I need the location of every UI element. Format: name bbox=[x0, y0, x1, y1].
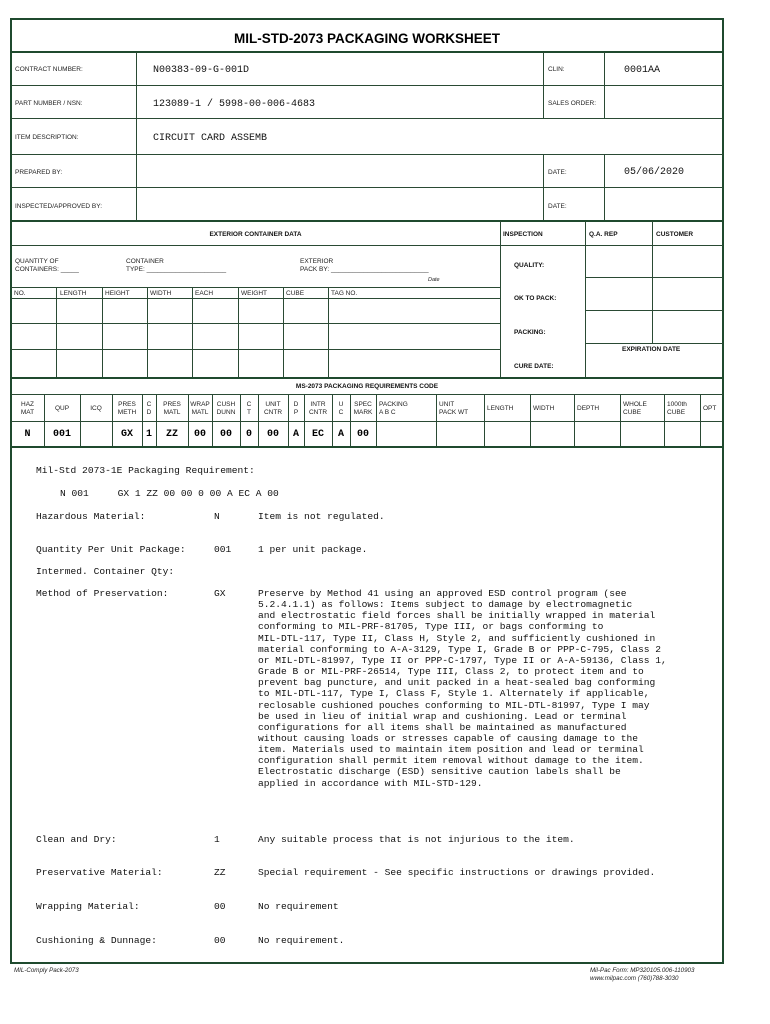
requirement-label: Method of Preservation: bbox=[36, 588, 169, 599]
divider bbox=[11, 220, 723, 222]
code-value-6: 00 bbox=[193, 429, 206, 440]
requirement-label: Quantity Per Unit Package: bbox=[36, 544, 186, 555]
col-cube: CUBE bbox=[286, 290, 305, 297]
col-no: NO. bbox=[14, 290, 26, 297]
footer-right-form: Mil-Pac Form: MP320105.006-110903 bbox=[590, 967, 695, 974]
code-header-6-line2: MATL bbox=[191, 409, 209, 416]
requirement-text-line: Item is not regulated. bbox=[258, 511, 385, 522]
code-header-3: PRES bbox=[118, 401, 136, 408]
requirement-text-line: Preserve by Method 41 using an approved ESD control program (see bbox=[258, 588, 627, 599]
divider bbox=[11, 51, 723, 53]
divider bbox=[147, 287, 148, 377]
code-header-7-line2: DUNN bbox=[216, 409, 236, 416]
code-value-10: A bbox=[292, 429, 299, 440]
code-section-title: MS-2073 PACKAGING REQUIREMENTS CODE bbox=[295, 383, 439, 390]
requirement-text-line: item. Materials used to maintain item position and lead or terminal bbox=[258, 744, 644, 756]
code-value-5: ZZ bbox=[165, 429, 178, 440]
requirement-text-line: applied in accordance with MIL-STD-129. bbox=[258, 777, 483, 789]
clin-label: CLIN: bbox=[548, 66, 565, 73]
code-value-3: GX bbox=[120, 429, 133, 440]
code-header-19: WHOLE bbox=[623, 401, 647, 408]
requirement-label: Hazardous Material: bbox=[36, 511, 146, 522]
footer-right-contact: www.milpac.com (760)788-3030 bbox=[590, 975, 679, 982]
exterior-pack-line: PACK BY: ___________________________ bbox=[300, 266, 429, 273]
code-value-12: A bbox=[337, 429, 344, 440]
code-header-12-line2: C bbox=[338, 409, 344, 416]
divider bbox=[11, 394, 723, 395]
divider bbox=[585, 221, 586, 377]
requirement-text-line: configurations for all items shall be maintained as manufactured bbox=[258, 721, 627, 733]
divider bbox=[484, 394, 485, 446]
code-header-12: U bbox=[338, 401, 344, 408]
inspection-header: INSPECTION bbox=[503, 231, 543, 238]
divider bbox=[11, 287, 500, 288]
inspected-by-label: INSPECTED/APPROVED BY: bbox=[15, 203, 103, 210]
date-small-label: Date bbox=[428, 277, 440, 283]
part-number-label: PART NUMBER / NSN: bbox=[15, 100, 83, 107]
divider bbox=[11, 85, 723, 86]
divider bbox=[574, 394, 575, 446]
code-header-15-line2: PACK WT bbox=[439, 409, 469, 416]
code-header-16: LENGTH bbox=[487, 405, 514, 412]
requirement-label: Clean and Dry: bbox=[36, 834, 117, 845]
code-header-17: WIDTH bbox=[533, 405, 555, 412]
divider bbox=[585, 343, 723, 344]
code-header-0-line2: MAT bbox=[20, 409, 35, 416]
requirement-text-line: without causing loads or stresses capable of causing damage to the bbox=[258, 732, 638, 744]
divider bbox=[604, 154, 605, 220]
code-header-13: SPEC bbox=[354, 401, 372, 408]
requirement-code: 00 bbox=[214, 935, 226, 946]
divider bbox=[543, 52, 544, 118]
prepared-by-label: PREPARED BY: bbox=[15, 169, 63, 176]
divider bbox=[700, 394, 701, 446]
divider bbox=[102, 287, 103, 377]
item-description-label: ITEM DESCRIPTION: bbox=[15, 134, 79, 141]
requirement-text-line: and electrostatic field forces shall be initially wrapped in material bbox=[258, 610, 656, 622]
requirement-text-line: material conforming to A-A-3129, Type I, Grade B or PPP-C-795, Class 2 bbox=[258, 643, 662, 655]
code-header-0: HAZ bbox=[21, 401, 34, 408]
code-header-5: PRES bbox=[163, 401, 181, 408]
divider bbox=[11, 446, 723, 448]
qty-containers-label: QUANTITY OF bbox=[15, 258, 59, 265]
code-header-18: DEPTH bbox=[577, 405, 600, 412]
divider bbox=[136, 52, 137, 220]
divider bbox=[585, 310, 723, 311]
requirement-text-line: MIL-DTL-117, Type II, Class H, Style 2, and sufficiently cushioned in bbox=[258, 632, 656, 644]
code-value-1: 001 bbox=[52, 429, 71, 440]
footer-left: MIL-Comply Pack-2073 bbox=[14, 967, 79, 974]
requirement-text-line: Any suitable process that is not injurious to the item. bbox=[258, 834, 575, 845]
requirement-label: Intermed. Container Qty: bbox=[36, 566, 175, 577]
code-header-20-line2: CUBE bbox=[667, 409, 686, 416]
code-header-21: OPT bbox=[703, 405, 717, 412]
col-tag-no: TAG NO. bbox=[331, 290, 358, 297]
code-value-11: EC bbox=[311, 429, 324, 440]
divider bbox=[11, 323, 500, 324]
requirement-text-line: Grade B or MIL-PRF-26514, Type III, Class 2, to protect item and to bbox=[258, 666, 644, 678]
code-header-20: 1000th bbox=[667, 401, 687, 408]
clin-value: 0001AA bbox=[624, 65, 661, 76]
container-type-line: TYPE: ______________________ bbox=[126, 266, 227, 273]
code-header-2: ICQ bbox=[90, 405, 102, 412]
requirement-text-line: Electrostatic discharge (ESD) sensitive caution labels shall be bbox=[258, 766, 621, 778]
requirement-text-line: 1 per unit package. bbox=[258, 544, 368, 555]
code-header-14: PACKING bbox=[379, 401, 408, 408]
code-value-8: 0 bbox=[245, 429, 252, 440]
code-header-11: INTR bbox=[310, 401, 326, 408]
requirement-text-line: be used in lieu of initial wrap and cushioning. Lead or terminal bbox=[258, 710, 627, 722]
code-header-7: CUSH bbox=[216, 401, 236, 408]
code-header-6: WRAP bbox=[190, 401, 210, 408]
code-header-4: C bbox=[146, 401, 152, 408]
sales-order-label: SALES ORDER: bbox=[548, 100, 597, 107]
container-type-label: CONTAINER bbox=[126, 258, 164, 265]
quality-label: QUALITY: bbox=[514, 262, 545, 269]
divider bbox=[543, 154, 544, 220]
packing-label: PACKING: bbox=[514, 329, 546, 336]
divider bbox=[192, 287, 193, 377]
item-description-value: CIRCUIT CARD ASSEMB bbox=[153, 133, 268, 144]
divider bbox=[11, 245, 723, 246]
requirement-label: Wrapping Material: bbox=[36, 901, 140, 912]
code-header-4-line2: D bbox=[146, 409, 152, 416]
code-header-8: C bbox=[246, 401, 252, 408]
contract-number-label: CONTRACT NUMBER: bbox=[15, 66, 83, 73]
col-length: LENGTH bbox=[60, 290, 87, 297]
prepared-date-value: 05/06/2020 bbox=[624, 167, 685, 178]
cure-date-label: CURE DATE: bbox=[514, 363, 554, 370]
requirement-text-line: reclosable cushioned pouches conforming to MIL-DTL-81997, Type I may bbox=[258, 699, 650, 711]
requirement-text-line: conforming to MIL-PRF-81705, Type III, or bags conforming to bbox=[258, 621, 604, 633]
code-value-7: 00 bbox=[219, 429, 232, 440]
requirement-text-line: No requirement. bbox=[258, 935, 345, 946]
divider bbox=[664, 394, 665, 446]
divider bbox=[80, 394, 81, 446]
requirement-code: ZZ bbox=[214, 867, 226, 878]
code-header-8-line2: T bbox=[247, 409, 251, 416]
code-header-15: UNIT bbox=[439, 401, 455, 408]
divider bbox=[328, 287, 329, 377]
col-width: WIDTH bbox=[150, 290, 172, 297]
part-number-value: 123089-1 / 5998-00-006-4683 bbox=[153, 99, 316, 110]
code-header-9: UNIT bbox=[265, 401, 281, 408]
col-each: EACH bbox=[195, 290, 214, 297]
divider bbox=[585, 277, 723, 278]
divider bbox=[11, 118, 723, 119]
divider bbox=[11, 377, 723, 379]
code-header-9-line2: CNTR bbox=[263, 409, 283, 416]
code-header-1: QUP bbox=[54, 405, 70, 412]
requirement-code: GX bbox=[214, 588, 226, 599]
divider bbox=[604, 52, 605, 118]
divider bbox=[620, 394, 621, 446]
requirement-text-line: 5.2.4.1.1) as follows: Items subject to damage by electromagnetic bbox=[258, 599, 633, 611]
code-header-3-line2: METH bbox=[117, 409, 137, 416]
divider bbox=[11, 349, 500, 350]
divider bbox=[652, 221, 653, 344]
divider bbox=[500, 221, 501, 377]
divider bbox=[283, 287, 284, 377]
exterior-section-title: EXTERIOR CONTAINER DATA bbox=[209, 231, 302, 238]
divider bbox=[11, 298, 500, 299]
requirement-code: 001 bbox=[214, 544, 232, 555]
divider bbox=[56, 287, 57, 377]
requirement-text-line: Special requirement - See specific instructions or drawings provided. bbox=[258, 867, 656, 878]
exterior-pack-label: EXTERIOR bbox=[300, 258, 334, 265]
requirement-label: Preservative Material: bbox=[36, 867, 163, 878]
requirements-code-string: N 001 GX 1 ZZ 00 00 0 00 A EC A 00 bbox=[60, 488, 279, 499]
requirement-text-line: configuration shall permit item removal without damage to the item. bbox=[258, 755, 644, 767]
requirement-text-line: or MIL-DTL-81997, Type II or PPP-C-1797, Type II or A-A-59136, Class 1, bbox=[258, 654, 667, 666]
customer-header: CUSTOMER bbox=[656, 231, 694, 238]
contract-number-value: N00383-09-G-001D bbox=[153, 65, 250, 76]
requirement-code: N bbox=[214, 511, 220, 522]
code-header-13-line2: MARK bbox=[353, 409, 373, 416]
divider bbox=[436, 394, 437, 446]
col-weight: WEIGHT bbox=[241, 290, 267, 297]
code-value-9: 00 bbox=[266, 429, 279, 440]
code-value-13: 00 bbox=[356, 429, 369, 440]
requirement-text-line: No requirement bbox=[258, 901, 339, 912]
divider bbox=[530, 394, 531, 446]
divider bbox=[11, 187, 723, 188]
divider bbox=[11, 421, 723, 422]
prepared-date-label: DATE: bbox=[548, 169, 567, 176]
requirement-code: 1 bbox=[214, 834, 220, 845]
divider bbox=[376, 394, 377, 446]
code-header-10-line2: P bbox=[293, 409, 299, 416]
col-height: HEIGHT bbox=[105, 290, 130, 297]
requirement-text-line: to MIL-DTL-117, Type I, Class F, Style 1. Alternately if applicable, bbox=[258, 688, 650, 700]
worksheet-title: MIL-STD-2073 PACKAGING WORKSHEET bbox=[233, 31, 501, 46]
qty-containers-line: CONTAINERS: _____ bbox=[15, 266, 79, 273]
code-header-5-line2: MATL bbox=[163, 409, 181, 416]
divider bbox=[11, 154, 723, 155]
code-value-4: 1 bbox=[145, 429, 152, 440]
code-header-10: D bbox=[293, 401, 299, 408]
divider bbox=[238, 287, 239, 377]
code-header-14-line2: A B C bbox=[379, 409, 396, 416]
qa-rep-header: Q.A. REP bbox=[589, 231, 618, 238]
code-header-19-line2: CUBE bbox=[623, 409, 642, 416]
ok-to-pack-label: OK TO PACK: bbox=[514, 295, 557, 302]
expiration-date-label: EXPIRATION DATE bbox=[622, 346, 681, 353]
inspected-date-label: DATE: bbox=[548, 203, 567, 210]
requirements-heading: Mil-Std 2073-1E Packaging Requirement: bbox=[36, 465, 255, 476]
code-value-0: N bbox=[24, 429, 31, 440]
requirement-label: Cushioning & Dunnage: bbox=[36, 935, 157, 946]
requirement-text-line: prevent bag puncture, and unit packed in a heat-sealed bag conforming bbox=[258, 677, 656, 689]
requirement-code: 00 bbox=[214, 901, 226, 912]
code-header-11-line2: CNTR bbox=[308, 409, 328, 416]
